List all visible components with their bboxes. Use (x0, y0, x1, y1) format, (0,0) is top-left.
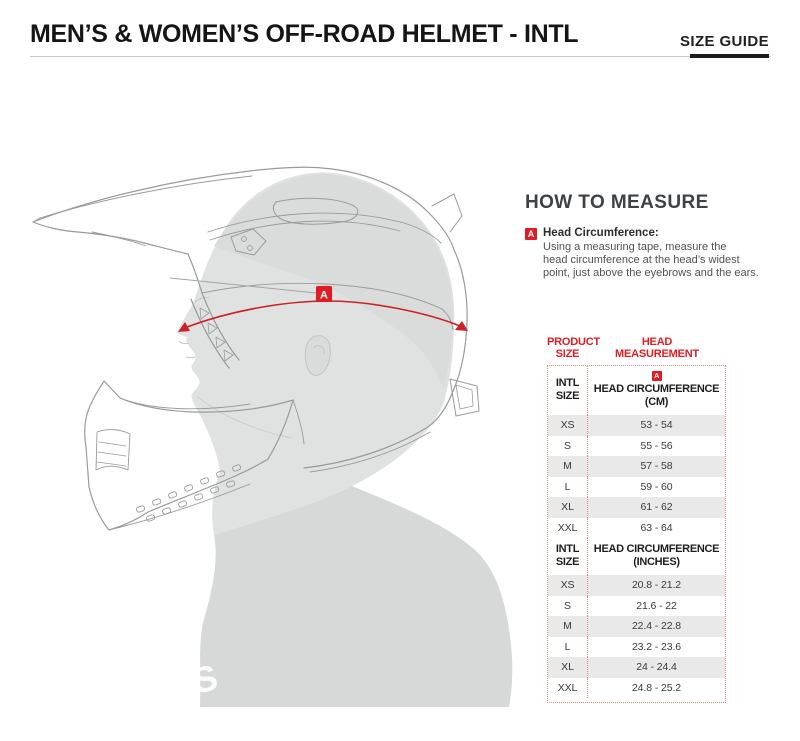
head-circumference-cm-label: A HEAD CIRCUMFERENCE (CM) (593, 371, 720, 408)
marker-a-label: A (320, 289, 328, 302)
value-cell: 24.8 - 25.2 (631, 681, 682, 694)
value-cell: 63 - 64 (640, 521, 673, 534)
value-cell: 53 - 54 (640, 419, 673, 432)
size-table-box (547, 365, 726, 703)
table-row (548, 415, 725, 436)
size-guide-underline (690, 54, 769, 58)
size-cell: L (548, 637, 588, 658)
page-title: MEN’S & WOMEN’S OFF-ROAD HELMET - INTL (30, 20, 579, 48)
table-row (548, 637, 725, 658)
table-row (548, 616, 725, 637)
size-cell: M (548, 616, 588, 637)
value-cell: 61 - 62 (640, 501, 673, 514)
helmet-illustration (0, 80, 520, 712)
table-row (548, 518, 725, 539)
measure-item-line: Using a measuring tape, measure the (543, 241, 727, 253)
value-cell: 20.8 - 21.2 (631, 579, 682, 592)
table-row (548, 657, 725, 678)
marker-a-badge: A (525, 228, 537, 240)
measure-text (543, 227, 759, 280)
value-cell: 24 - 24.4 (636, 661, 677, 674)
size-cell: L (548, 477, 588, 498)
shirt-logo: S (188, 656, 222, 702)
product-size-header: PRODUCT SIZE (547, 336, 600, 360)
size-cell: M (548, 456, 588, 477)
size-table-column-headers (547, 336, 726, 360)
measure-item-line: point, just above the eyebrows and the ears. (543, 267, 759, 279)
size-guide-label: SIZE GUIDE (679, 33, 769, 50)
marker-a-badge: A (652, 371, 662, 381)
measure-item-line: head circumference at the head’s widest (543, 254, 740, 266)
size-cell: XXL (548, 518, 588, 539)
intl-size-label: INTL SIZE (548, 366, 588, 415)
how-to-measure-heading: HOW TO MEASURE (525, 192, 709, 213)
how-to-measure-section (525, 192, 787, 280)
size-cell: XXL (548, 678, 588, 699)
intl-size-label: INTL SIZE (548, 538, 588, 575)
table-row (548, 678, 725, 699)
value-cell: 59 - 60 (640, 480, 673, 493)
value-cell: 23.2 - 23.6 (631, 640, 682, 653)
head-measurement-header: HEAD MEASUREMENT (615, 336, 699, 360)
head-circumference-inches-label: HEAD CIRCUMFERENCE (INCHES) (593, 543, 720, 568)
value-cell: 22.4 - 22.8 (631, 620, 682, 633)
measure-item (525, 227, 787, 280)
size-cell: XS (548, 575, 588, 596)
size-cell: XL (548, 497, 588, 518)
table-row (548, 596, 725, 617)
table-subheader-inches (548, 538, 725, 575)
table-row (548, 436, 725, 457)
table-row (548, 575, 725, 596)
size-cell: S (548, 596, 588, 617)
value-cell: 21.6 - 22 (636, 599, 677, 612)
table-row (548, 477, 725, 498)
value-cell: 57 - 58 (640, 460, 673, 473)
table-row (548, 497, 725, 518)
table-subheader-cm (548, 366, 725, 415)
measure-item-title: Head Circumference: (543, 227, 659, 239)
size-cell: XL (548, 657, 588, 678)
value-cell: 55 - 56 (640, 439, 673, 452)
size-cell: S (548, 436, 588, 457)
tape-arrow-right (455, 321, 468, 331)
size-table (547, 336, 726, 703)
size-cell: XS (548, 415, 588, 436)
table-row (548, 456, 725, 477)
header-divider (30, 56, 770, 57)
